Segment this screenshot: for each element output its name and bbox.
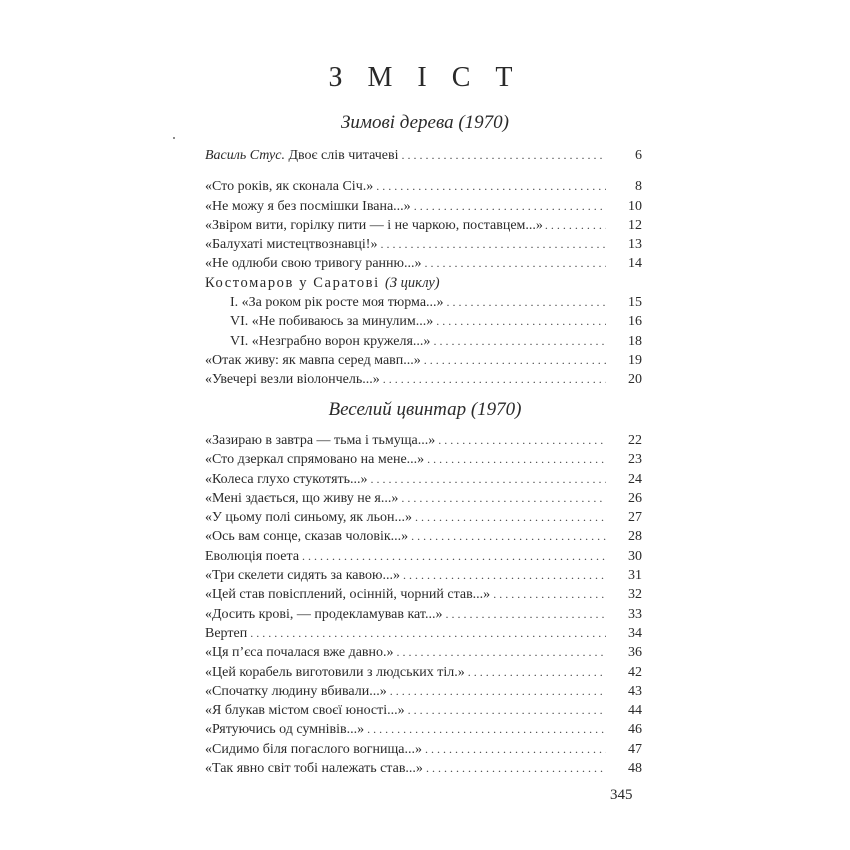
page-ref: 27: [628, 510, 642, 526]
toc-entry[interactable]: «У цьому полі синьому, як льон...» . . . 27: [205, 508, 642, 527]
page-ref: 33: [628, 606, 642, 622]
leader-dots: [390, 682, 606, 701]
page-ref: 26: [628, 490, 642, 506]
toc-entry[interactable]: «Мені здається, що живу не я...» . . . 26: [205, 489, 642, 508]
toc-entry[interactable]: «Досить крові, — продекламував кат...» . . . 33: [205, 605, 642, 624]
page-ref: 31: [628, 568, 642, 584]
page-ref: 36: [628, 645, 642, 661]
page-ref: 18: [628, 333, 642, 349]
toc-entry[interactable]: «Цей став повісплений, осінній, чорний став...» . . . 32: [205, 585, 642, 604]
leader-dots: [424, 351, 606, 370]
page-title: З М І С Т: [328, 62, 522, 93]
preface-author: Василь Стус.: [205, 148, 285, 163]
toc-entry[interactable]: Вертеп . . . 34: [205, 624, 642, 643]
leader-dots: [371, 470, 606, 489]
page-ref: 15: [628, 295, 642, 311]
preface-title: Двоє слів читачеві: [284, 148, 399, 163]
toc-entry[interactable]: «Не одлюби свою тривогу ранню...» . . . 14: [205, 254, 642, 273]
leader-dots: [367, 720, 606, 739]
toc-entry-preface[interactable]: [205, 146, 642, 165]
toc-entry-cycle[interactable]: VI. «Незграбно ворон кружеля...» . . . 18: [205, 332, 642, 351]
page-ref: 34: [628, 625, 642, 641]
toc-entry[interactable]: «Рятуючись од сумнівів...» . . . 46: [205, 720, 642, 739]
toc-entry[interactable]: «Я блукав містом своєї юності...» . . . 44: [205, 701, 642, 720]
page-ref: 43: [628, 683, 642, 699]
toc-entry[interactable]: «Отак живу: як мавпа серед мавп...» . . . 19: [205, 351, 642, 370]
leader-dots: [425, 740, 606, 759]
leader-dots: [401, 489, 606, 508]
page-ref: 30: [628, 548, 642, 564]
leader-dots: [433, 332, 606, 351]
page-ref: 19: [628, 352, 642, 368]
cycle-note: (З циклу): [385, 274, 440, 291]
leader-dots: [403, 566, 606, 585]
page-ref: 20: [628, 372, 642, 388]
section-heading-merry-cemetery: Веселий цвинтар (1970): [328, 399, 522, 420]
leader-dots: [436, 312, 606, 331]
leader-dots: [414, 197, 606, 216]
page-ref: 32: [628, 587, 642, 603]
toc-entry[interactable]: «Зазираю в завтра — тьма і тьмуща...» . . . 22: [205, 431, 642, 450]
leader-dots: [545, 216, 606, 235]
page-ref: 14: [628, 256, 642, 272]
page-ref: 16: [628, 314, 642, 330]
leader-dots: [415, 508, 606, 527]
toc-entry[interactable]: «Сто дзеркал спрямовано на мене...» . . . 23: [205, 450, 642, 469]
page-ref: 23: [628, 452, 642, 468]
toc-section-1: [205, 146, 642, 390]
page-ref: 6: [635, 148, 642, 163]
page-ref: 47: [628, 741, 642, 757]
cycle-title: Костомаров у Саратові: [205, 274, 380, 291]
page-ref: 22: [628, 433, 642, 448]
toc-entry[interactable]: «Так явно світ тобі належать став...» . . . 48: [205, 759, 642, 778]
page-ref: 10: [628, 198, 642, 214]
leader-dots: [438, 431, 606, 450]
page-ref: 28: [628, 529, 642, 545]
leader-dots: [376, 177, 606, 196]
page-ref: 12: [628, 217, 642, 233]
leader-dots: [401, 146, 606, 165]
toc-entry-cycle[interactable]: VI. «Не побиваюсь за минулим...» . . . 16: [205, 312, 642, 331]
page-ref: 24: [628, 471, 642, 487]
toc-entry[interactable]: «Спочатку людину вбивали...» . . . 43: [205, 682, 642, 701]
section-heading-winter-trees: Зимові дерева (1970): [340, 112, 510, 133]
leader-dots: [397, 643, 606, 662]
page-number: 345: [610, 787, 633, 803]
cycle-heading: [205, 274, 642, 293]
page-ref: 8: [635, 179, 642, 195]
page-ref: 13: [628, 237, 642, 253]
leader-dots: [445, 605, 606, 624]
leader-dots: [408, 701, 606, 720]
leader-dots: [447, 293, 606, 312]
page-ref: 46: [628, 722, 642, 738]
leader-dots: [383, 370, 606, 389]
toc-entry[interactable]: «Сто років, як сконала Січ.» . . . 8: [205, 177, 642, 196]
leader-dots: [493, 585, 606, 604]
toc-entry[interactable]: «Не можу я без посмішки Івана...» . . . 10: [205, 197, 642, 216]
toc-entry-cycle[interactable]: I. «За роком рік росте моя тюрма...» . . . 15: [205, 293, 642, 312]
leader-dots: [250, 624, 606, 643]
toc-entry[interactable]: «Три скелети сидять за кавою...» . . . 31: [205, 566, 642, 585]
leader-dots: [426, 759, 606, 778]
toc-entry[interactable]: «Колеса глухо стукотять...» . . . 24: [205, 470, 642, 489]
toc-section-2: [205, 431, 642, 778]
leader-dots: [425, 254, 607, 273]
toc-entry[interactable]: Еволюція поета . . . 30: [205, 547, 642, 566]
toc-entry[interactable]: «Увечері везли віолончель...» . . . 20: [205, 370, 642, 389]
leader-dots: [380, 235, 606, 254]
leader-dots: [411, 527, 606, 546]
page-ref: 48: [628, 761, 642, 777]
toc-entry[interactable]: «Цей корабель виготовили з людських тіл.» . . . 42: [205, 663, 642, 682]
toc-entry[interactable]: «Звіром вити, горілку пити — і не чаркою, поставцем...» . . . 12: [205, 216, 642, 235]
page-ref: 44: [628, 703, 642, 719]
toc-entry[interactable]: «Ця п’єса почалася вже давно.» . . . 36: [205, 643, 642, 662]
page-ref: 42: [628, 664, 642, 680]
leader-dots: [468, 663, 606, 682]
toc-entry[interactable]: «Балухаті мистецтвознавці!» . . . 13: [205, 235, 642, 254]
leader-dots: [302, 547, 606, 566]
toc-entry[interactable]: «Сидимо біля погаслого вогнища...» . . . 47: [205, 740, 642, 759]
toc-entry[interactable]: «Ось вам сонце, сказав чоловік...» . . . 28: [205, 527, 642, 546]
leader-dots: [427, 450, 606, 469]
print-speck: [173, 137, 175, 139]
